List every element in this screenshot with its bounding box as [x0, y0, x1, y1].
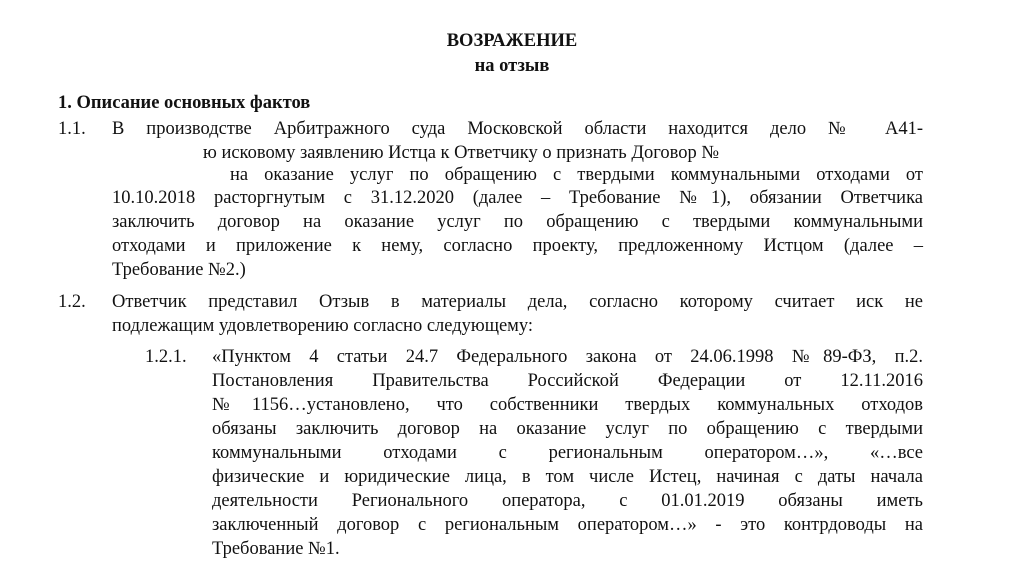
paragraph-line: 10.10.2018 расторгнутым с 31.12.2020 (далее – Требование №1), обязании Ответчика: [112, 188, 923, 208]
paragraph-line: В производстве Арбитражного суда Московской области находится дело № А41-: [112, 119, 923, 139]
section-heading: 1. Описание основных фактов: [58, 93, 311, 113]
paragraph-line: Постановления Правительства Российской Федерации от 12.11.2016: [212, 371, 923, 391]
paragraph-line: отходами и приложение к нему, согласно проекту, предложенному Истцом (далее –: [112, 236, 923, 256]
paragraph-line: заключить договор на оказание услуг по обращению с твердыми коммунальными: [112, 212, 923, 232]
paragraph-line: заключенный договор с региональным оператором…» - это контрдоводы на: [212, 515, 923, 535]
paragraph-line: Требование №1.: [212, 539, 340, 559]
document-title: ВОЗРАЖЕНИЕ: [446, 31, 578, 51]
paragraph-number: 1.2.: [58, 292, 86, 312]
paragraph-line: на оказание услуг по обращению с твердыми коммунальными отходами от: [230, 165, 923, 185]
paragraph-line: коммунальными отходами с региональным оператором…», «…все: [212, 443, 923, 463]
paragraph-number: 1.1.: [58, 119, 86, 139]
paragraph-number: 1.2.1.: [145, 347, 187, 367]
paragraph-line: Ответчик представил Отзыв в материалы дела, согласно которому считает иск не: [112, 292, 923, 312]
paragraph-line: ю исковому заявлению Истца к Ответчику о признать Договор №: [203, 143, 719, 163]
paragraph-line: обязаны заключить договор на оказание услуг по обращению с твердыми: [212, 419, 923, 439]
paragraph-line: «Пунктом 4 статьи 24.7 Федерального закона от 24.06.1998 №89-ФЗ, п.2.: [212, 347, 923, 367]
paragraph-line: деятельности Регионального оператора, с 01.01.2019 обязаны иметь: [212, 491, 923, 511]
paragraph-line: подлежащим удовлетворению согласно следующему:: [112, 316, 534, 336]
paragraph-line: №1156…установлено, что собственники твердых коммунальных отходов: [212, 395, 923, 415]
document-subtitle: на отзыв: [474, 56, 550, 76]
paragraph-line: Требование №2.): [112, 260, 246, 280]
paragraph-line: физические и юридические лица, в том числе Истец, начиная с даты начала: [212, 467, 923, 487]
